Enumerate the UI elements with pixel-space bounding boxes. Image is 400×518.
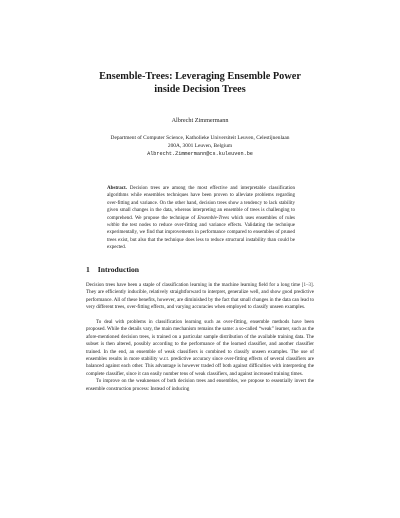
paragraph-1-text-b: . They are efficiently inducible, relatively straightforward to interpret, generalize well, and show good predictive performance. All of these benefits, however, are diminished by the fact that small changes in the data can lead to very different trees, over-fitting effects, and varying accuracies when employed to classify unseen examples. <box>86 282 314 311</box>
affiliation <box>60 135 340 158</box>
abstract <box>107 185 295 252</box>
abstract-emph-ensemble-trees: Ensemble-Trees <box>197 215 230 221</box>
abstract-text-2: which uses ensembles of rules <box>229 215 296 221</box>
paragraph-3: To improve on the weaknesses of both decision trees and ensembles, we propose to essentially invert the ensemble construction process: Instead of inducing <box>86 378 314 392</box>
abstract-label: Abstract. <box>107 186 127 191</box>
author-email: Albrecht.Zimmermann@cs.kuleuven.be <box>147 150 253 157</box>
section-number: 1 <box>86 265 90 274</box>
paragraph-1 <box>86 282 314 312</box>
paragraph-1-text-a: Decision trees have been a staple of classification learning in the machine learning field for a long time <box>86 282 302 288</box>
affiliation-line-1: Department of Computer Science, Katholieke Universiteit Leuven, Celestijnenlaan <box>110 135 290 141</box>
paper-title <box>60 70 340 96</box>
title-line-1: Ensemble-Trees: Leveraging Ensemble Power <box>99 71 301 82</box>
abstract-text-3: the test nodes to reduce over-fitting and variance effects. Validating the technique experimentally, we find that improvements in performance compared to ensembles of pruned trees exist, but also that the technique does less to reduce structural instability than could be expected. <box>107 223 295 251</box>
author-name: Albrecht Zimmermann <box>171 117 229 124</box>
body-text <box>86 282 314 393</box>
abstract-text-1: Decision trees are among the most effective and interpretable classification algorithms while ensembles techniques have been proven to alleviate problems regarding over-fitting and variance. On the other hand, decision trees show a tendency to lack stability given small changes in the data, whereas interpreting an ensemble of trees is challenging to comprehend. We propose the technique of <box>107 186 295 221</box>
paragraph-2: To deal with problems in classification learning such as over-fitting, ensemble methods have been proposed. While the details vary, the main mechanism remains the same: a so-called “weak” learner, such as the afore-mentioned decision trees, is trained on a particular sample distribution of the available training data. The subset is then altered, possibly according to the performance of the learned classifier, and another classifier trained. In the end, an ensemble of weak classifiers is combined to classify unseen examples. The use of ensembles results in more stability w.r.t. predictive accuracy since over-fitting effects of several classifiers are balanced against each other. This advantage is however traded off both against difficulties with interpreting the complete classifier, since it can easily number tens of weak classifiers, and against increased training times. <box>86 319 314 377</box>
title-line-2: inside Decision Trees <box>154 84 246 95</box>
citation-link[interactable]: [1–3] <box>301 282 313 288</box>
section-title: Introduction <box>97 265 140 274</box>
abstract-emph-within: within <box>107 223 120 229</box>
section-heading <box>86 265 139 275</box>
affiliation-line-2: 200A, 3001 Leuven, Belgium <box>167 142 233 149</box>
